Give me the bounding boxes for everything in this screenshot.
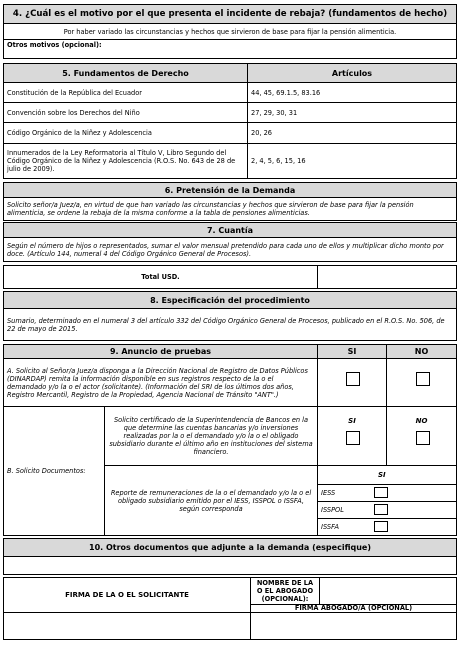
section7-title: 7. Cuantía xyxy=(206,225,253,235)
bank-no-checkbox[interactable] xyxy=(416,431,430,445)
bank-si-label: SI xyxy=(348,417,356,425)
amount-text: Según el número de hijos o representados, sumar el valor mensual pretendido para cada uno de ellos y multiplicar dicho monto por doce. (Artículo 144, numeral 4 del Código Orgánico General de Procesos). xyxy=(3,237,457,262)
articles-cell: 27, 29, 30, 31 xyxy=(247,102,457,123)
institution-label: ISSPOL xyxy=(321,506,344,514)
isspol-checkbox[interactable] xyxy=(374,504,388,515)
section9-header xyxy=(3,344,318,359)
law-cell: Innumerados de la Ley Reformatoria al Título V, Libro Segundo del Código Orgánico de la Niñez y Adolescencia (R.O.S. No. 643 de 28 de julio de 2009). xyxy=(3,143,248,179)
bank-si-cell xyxy=(317,406,387,466)
section4-header xyxy=(3,4,457,24)
law-cell: Código Orgánico de la Niñez y Adolescencia xyxy=(3,122,248,144)
articles-header xyxy=(247,63,457,83)
institution-label: IESS xyxy=(321,489,336,497)
articles-cell: 20, 26 xyxy=(247,122,457,144)
section7-header xyxy=(3,222,457,238)
section6-title: 6. Pretensión de la Demanda xyxy=(164,185,296,195)
other-reasons-label: Otros motivos (opcional): xyxy=(7,41,102,49)
lawyer-name-field[interactable] xyxy=(319,577,457,605)
issfa-checkbox[interactable] xyxy=(374,521,388,532)
section9-title: 9. Anuncio de pruebas xyxy=(109,347,212,356)
evidence-a-no-checkbox[interactable] xyxy=(416,372,430,386)
evidence-a-text: A. Solicito al Señor/a Juez/a disponga a la Dirección Nacional de Registro de Datos Públicos (DINARDAP) remita la información disponible en sus registros respecto de la o el demandado y/o la o el actor (solicitante). (Información del SRI de los últimos dos años, Registro Mercantil, Registro de la Propiedad, Agencia Nacional de Tránsito "ANT".) xyxy=(3,358,318,407)
institution-label: ISSFA xyxy=(321,523,339,531)
procedure-text: Sumario, determinado en el numeral 3 del artículo 332 del Código Orgánico General de Procesos, publicado en el R.O.S. No. 506, de 22 de mayo de 2015. xyxy=(3,308,457,341)
remuneration-report-text: Reporte de remuneraciones de la o el demandado y/o la o el obligado subsidiario emitido por el IESS, ISSPOL o ISSFA, según corresponda xyxy=(104,465,318,536)
evidence-a-si-cell xyxy=(317,358,387,407)
bank-certificate-text: Solicito certificado de la Superintendencia de Bancos en la que determine las cuentas bancarias y/o inversiones realizadas por la o el demandado y/o la o el obligado subsidiario durante el último año en instituciones del sistema financiero. xyxy=(104,406,318,466)
si-label: SI xyxy=(347,347,357,356)
section10-title: 10. Otros documentos que adjunte a la demanda (especifique) xyxy=(89,543,371,552)
lawyer-name-label: NOMBRE DE LA O EL ABOGADO (OPCIONAL): xyxy=(250,577,320,605)
section5-header xyxy=(3,63,248,83)
si-header xyxy=(317,344,387,359)
section10-header xyxy=(3,538,457,557)
remuneration-si-header xyxy=(317,465,457,485)
evidence-a-si-checkbox[interactable] xyxy=(346,372,360,386)
other-reasons-field[interactable] xyxy=(3,39,457,59)
total-label: Total USD. xyxy=(3,265,318,289)
total-amount-field[interactable] xyxy=(317,265,457,289)
applicant-signature-area[interactable] xyxy=(3,612,251,640)
applicant-signature-label: FIRMA DE LA O EL SOLICITANTE xyxy=(65,591,189,599)
law-cell: Convención sobre los Derechos del Niño xyxy=(3,102,248,123)
section4-preset-text: Por haber variado las circunstancias y hechos que sirvieron de base para fijar la pensión alimenticia. xyxy=(3,23,457,40)
section4-title: 4. ¿Cuál es el motivo por el que presenta el incidente de rebaja? (fundamentos de hecho) xyxy=(12,9,448,19)
lawyer-signature-label: FIRMA ABOGADO/A (OPCIONAL) xyxy=(250,604,457,613)
applicant-signature-field[interactable] xyxy=(3,577,251,613)
section5-title: 5. Fundamentos de Derecho xyxy=(62,68,189,78)
bank-si-checkbox[interactable] xyxy=(346,431,360,445)
iess-checkbox[interactable] xyxy=(374,487,388,498)
bank-no-cell xyxy=(386,406,457,466)
remuneration-si-label: SI xyxy=(378,471,386,479)
institution-row xyxy=(317,484,457,502)
no-label: NO xyxy=(414,347,429,356)
lawyer-signature-field[interactable] xyxy=(250,612,457,640)
articles-cell: 2, 4, 5, 6, 15, 16 xyxy=(247,143,457,179)
claim-text: Solicito señor/a Juez/a, en virtud de que han variado las circunstancias y hechos que sirvieron de base para fijar la pensión alimenticia, se ordene la rebaja de la misma conforme a la tabla de pensiones alimenticias. xyxy=(3,197,457,221)
law-cell: Constitución de la República del Ecuador xyxy=(3,82,248,103)
articles-title: Artículos xyxy=(331,68,373,78)
bank-no-label: NO xyxy=(415,417,428,425)
no-header xyxy=(386,344,457,359)
articles-cell: 44, 45, 69.1.5, 83.16 xyxy=(247,82,457,103)
institution-row xyxy=(317,518,457,536)
section6-header xyxy=(3,182,457,198)
section8-header xyxy=(3,291,457,309)
section8-title: 8. Especificación del procedimiento xyxy=(150,295,310,305)
institution-row xyxy=(317,501,457,519)
evidence-a-no-cell xyxy=(386,358,457,407)
documents-label: B. Solicito Documentos: xyxy=(3,406,105,536)
other-documents-field[interactable] xyxy=(3,556,457,575)
